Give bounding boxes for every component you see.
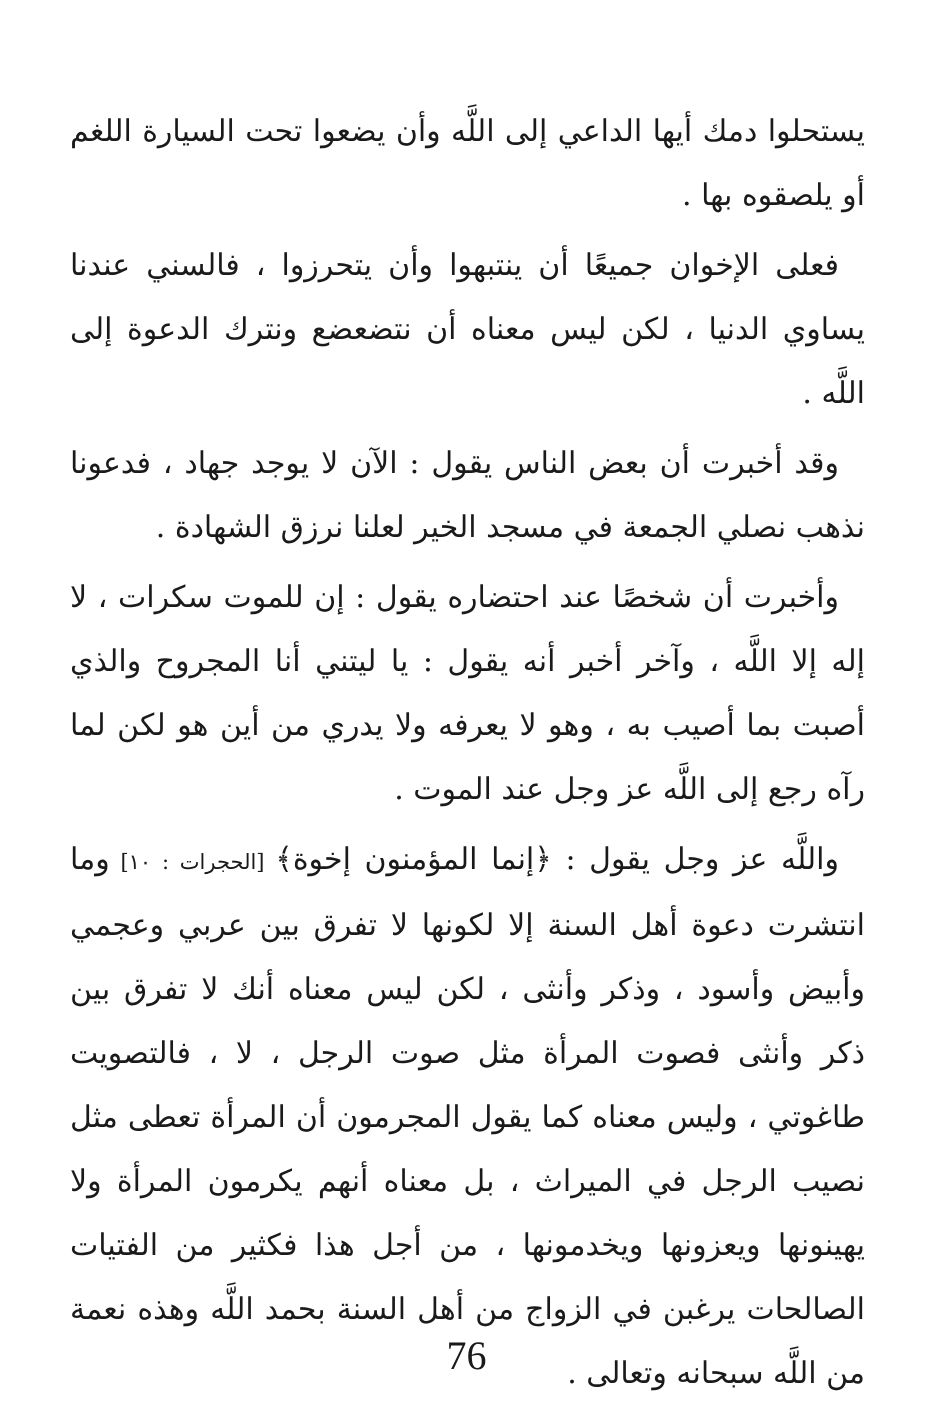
paragraph-5-body: وما انتشرت دعوة أهل السنة إلا لكونها لا تفرق بين عربي وعجمي وأبيض وأسود ، وذكر وأنثى ، لكن ليس معناه أنك لا تفرق بين ذكر وأنثى فصوت المرأة مثل صوت الرجل ، لا ، فالتصويت طاغوتي ، وليس معناه كما يقول المجرمون أن المرأة تعطى مثل نصيب الرجل في الميراث ، بل معناه أنهم يكرمون المرأة ولا يهينونها ويعزونها ويخدمونها ، من أجل هذا فكثير من الفتيات الصالحات يرغبن في الزواج من أهل السنة بحمد اللَّه وهذه نعمة من اللَّه سبحانه وتعالى . <box>70 842 865 1391</box>
paragraph-1: يستحلوا دمك أيها الداعي إلى اللَّه وأن يضعوا تحت السيارة اللغم أو يلصقوه بها . <box>70 114 865 213</box>
paragraph-5-intro: واللَّه عز وجل يقول : <box>551 842 839 877</box>
page-number: 76 <box>446 1333 487 1378</box>
paragraph-5 <box>70 828 865 1406</box>
quran-quote: ﴿إنما المؤمنون إخوة﴾ <box>275 842 552 877</box>
paragraph-2: فعلى الإخوان جميعًا أن ينتبهوا وأن يتحرزوا ، فالسني عندنا يساوي الدنيا ، لكن ليس معناه أن نتضعضع ونترك الدعوة إلى اللَّه . <box>70 248 865 411</box>
paragraph-3: وقد أخبرت أن بعض الناس يقول : الآن لا يوجد جهاد ، فدعونا نذهب نصلي الجمعة في مسجد الخير لعلنا نرزق الشهادة . <box>70 446 865 545</box>
paragraph-4: وأخبرت أن شخصًا عند احتضاره يقول : إن للموت سكرات ، لا إله إلا اللَّه ، وآخر أخبر أنه يقول : يا ليتني أنا المجروح والذي أصبت بما أصيب به ، وهو لا يعرفه ولا يدري من أين هو لكن لما رآه رجع إلى اللَّه عز وجل عند الموت . <box>70 580 865 807</box>
quran-reference: [الحجرات : ١٠] <box>109 850 276 874</box>
